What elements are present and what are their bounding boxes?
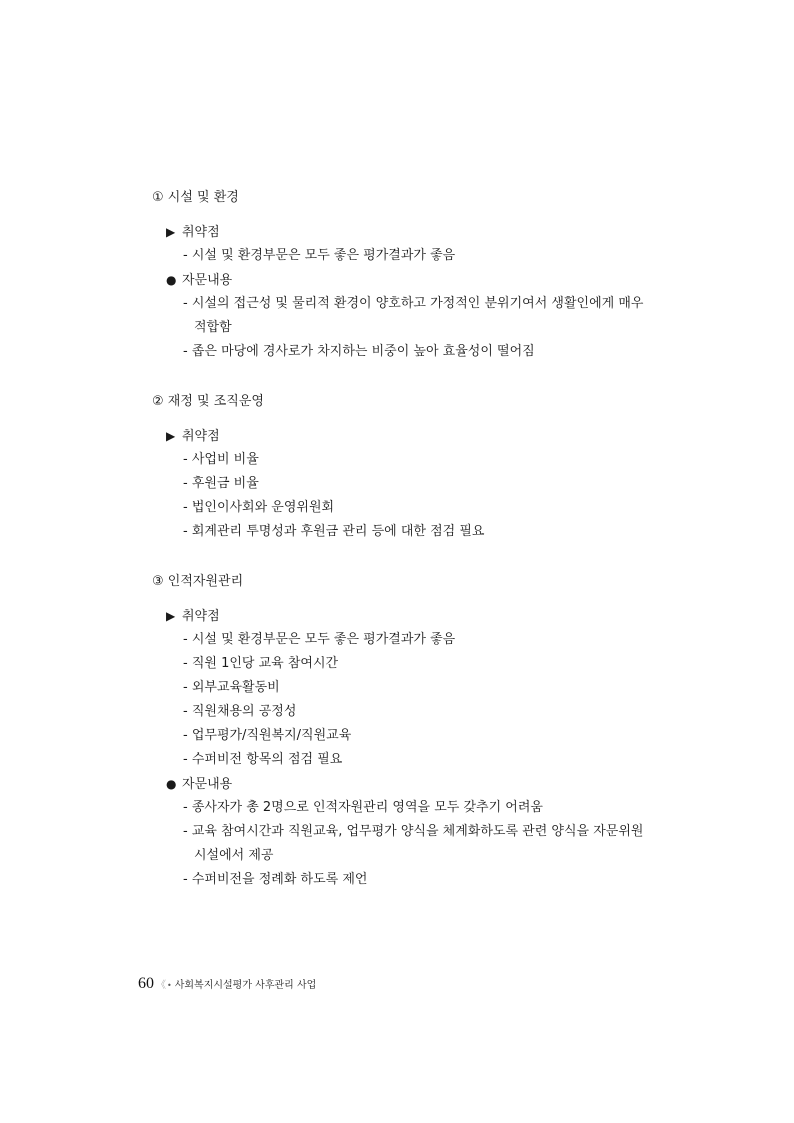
section-human-resources [152, 570, 672, 892]
triangle-bullet-icon: ▶ [166, 225, 176, 239]
subsection-heading [152, 424, 672, 448]
list-item: - 좁은 마당에 경사로가 차지하는 비중이 높아 효율성이 떨어짐 [183, 344, 535, 359]
page-footer [138, 972, 316, 996]
subsection-label: 자문내용 [182, 777, 233, 792]
list-item: - 회계관리 투명성과 후원금 관리 등에 대한 점검 필요 [183, 524, 485, 539]
page-number: 60 [138, 975, 154, 992]
list-item: - 직원채용의 공정성 [183, 704, 297, 719]
subsection-label: 취약점 [182, 225, 220, 240]
section-facilities [152, 186, 672, 364]
subsection-label: 취약점 [182, 429, 220, 444]
section-title: ① 시설 및 환경 [152, 190, 239, 205]
circle-bullet-icon: ● [166, 777, 177, 791]
bullet-dot-icon: • [167, 981, 172, 990]
list-item: - 사업비 비율 [183, 452, 259, 467]
subsection-heading [152, 604, 672, 628]
subsection-heading [152, 268, 672, 292]
list-item: - 직원 1인당 교육 참여시간 [183, 656, 339, 671]
list-item: - 시설의 접근성 및 물리적 환경이 양호하고 가정적인 분위기여서 생활인에게 매우 적합함 [183, 296, 644, 335]
list-item: - 업무평가/직원복지/직원교육 [183, 728, 352, 743]
section-title: ② 재정 및 조직운영 [152, 394, 264, 409]
subsection-heading [152, 220, 672, 244]
section-title: ③ 인적자원관리 [152, 574, 244, 589]
subsection-label: 자문내용 [182, 273, 233, 288]
list-item: - 시설 및 환경부문은 모두 좋은 평가결과가 좋음 [183, 248, 456, 263]
triangle-bullet-icon: ▶ [166, 429, 176, 443]
group-weaknesses [152, 604, 672, 772]
document-body [152, 186, 672, 892]
list-item: - 종사자가 총 2명으로 인적자원관리 영역을 모두 갖추기 어려움 [183, 800, 543, 815]
group-advice [152, 268, 672, 364]
double-chevron-left-icon: 《 [156, 980, 166, 991]
subsection-heading [152, 772, 672, 796]
list-item: - 후원금 비율 [183, 476, 259, 491]
group-weaknesses [152, 220, 672, 268]
list-item: - 외부교육활동비 [183, 680, 280, 695]
list-item: - 법인이사회와 운영위원회 [183, 500, 335, 515]
list-item: - 수퍼비전 항목의 점검 필요 [183, 752, 343, 767]
list-item: - 교육 참여시간과 직원교육, 업무평가 양식을 체계화하도록 관련 양식을 자문위원 시설에서 제공 [183, 824, 644, 863]
list-item: - 시설 및 환경부문은 모두 좋은 평가결과가 좋음 [183, 632, 456, 647]
section-finance [152, 390, 672, 544]
triangle-bullet-icon: ▶ [166, 609, 176, 623]
group-advice [152, 772, 672, 892]
group-weaknesses [152, 424, 672, 544]
running-title: 사회복지시설평가 사후관리 사업 [174, 980, 317, 991]
subsection-label: 취약점 [182, 609, 220, 624]
circle-bullet-icon: ● [166, 273, 177, 287]
list-item: - 수퍼비전을 정례화 하도록 제언 [183, 872, 368, 887]
